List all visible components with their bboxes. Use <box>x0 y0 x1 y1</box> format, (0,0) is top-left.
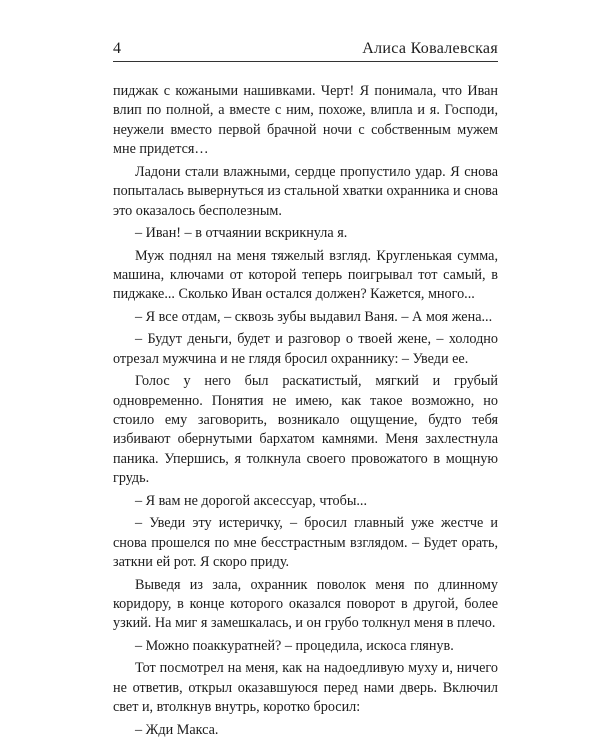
paragraph: Ладони стали влажными, сердце пропустило удар. Я снова попыталась вывернуться из стальной хватки охранника и снова это оказалось бесполезным. <box>113 163 498 219</box>
paragraph: – Уведи эту истеричку, – бросил главный уже жестче и снова прошелся по мне бесстрастным взглядом. – Будет орать, заткни ей рот. Я скоро приду. <box>113 515 498 571</box>
paragraph: Тот посмотрел на меня, как на надоедливую муху и, ничего не ответив, открыл оказавшуюся перед нами дверь. Включил свет и, втолкнув внутрь, коротко бросил: <box>113 660 498 716</box>
paragraph: – Иван! – в отчаянии вскрикнула я. <box>135 225 348 242</box>
paragraph: Выведя из зала, охранник поволок меня по длинному коридору, в конце которого оказался поворот в другой, более узкий. На миг я замешкалась, и он грубо толкнул меня в плечо. <box>113 576 498 632</box>
paragraph: Голос у него был раскатистый, мягкий и грубый одновременно. Понятия не имею, как такое возможно, но стоило ему заговорить, возникало ощущение, будто тебя избивают обернутыми бархатом камнями. Меня захлестнула паника. Упершись, я толкнула своего провожатого в мощную грудь. <box>113 373 498 487</box>
header-rule <box>113 61 498 62</box>
paragraph: – Я вам не дорогой аксессуар, чтобы... <box>135 492 368 509</box>
paragraph: – Я все отдам, – сквозь зубы выдавил Ваня. – А моя жена... <box>135 308 493 325</box>
paragraph: пиджак с кожаными нашивками. Черт! Я понимала, что Иван влип по полной, а вместе с ним, похоже, влипла и я. Господи, неужели вместо первой брачной ночи с собственным мужем мне придется… <box>113 83 498 158</box>
body-text <box>113 82 498 740</box>
paragraph: – Жди Макса. <box>135 721 219 738</box>
paragraph: – Будут деньги, будет и разговор о твоей жене, – холодно отрезал мужчина и не глядя бросил охраннику: – Уведи ее. <box>113 331 498 367</box>
paragraph: – Можно поаккуратней? – процедила, искоса глянув. <box>135 637 454 654</box>
paragraph: Муж поднял на меня тяжелый взгляд. Кругленькая сумма, машина, ключами от которой теперь поигрывал тот самый, в пиджаке... Сколько Иван остался должен? Кажется, много... <box>113 247 498 303</box>
running-head-author: Алиса Ковалевская <box>362 40 498 57</box>
page-number: 4 <box>113 40 121 57</box>
page-header <box>113 38 498 60</box>
